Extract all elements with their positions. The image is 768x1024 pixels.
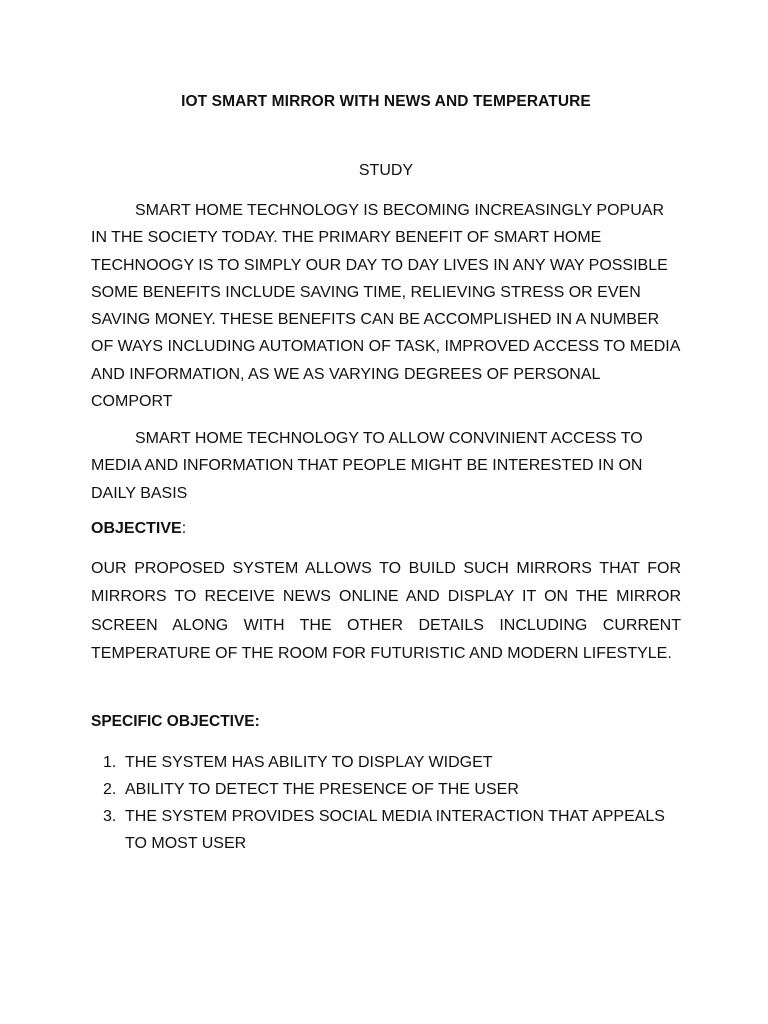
specific-objective-list [103,749,683,857]
list-item [103,749,683,776]
document-subtitle: STUDY [358,162,414,179]
objective-heading-colon: : [181,520,187,537]
list-item-number: 3. [103,808,117,825]
list-item-text: THE SYSTEM PROVIDES SOCIAL MEDIA INTERACTION THAT APPEALS TO MOST USER [125,808,665,852]
specific-objective-heading: SPECIFIC OBJECTIVE: [91,713,260,730]
objective-heading-label: OBJECTIVE [91,520,182,537]
list-item [103,776,683,803]
intro-paragraph: SMART HOME TECHNOLOGY IS BECOMING INCREASINGLY POPUAR IN THE SOCIETY TODAY. THE PRIMARY BENEFIT OF SMART HOME TECHNOOGY IS TO SIMPLY OUR DAY TO DAY LIVES IN ANY WAY POSSIBLE SOME BENEFITS INCLUDE SAVING TIME, RELIEVING STRESS OR EVEN SAVING MONEY. THESE BENEFITS CAN BE ACCOMPLISHED IN A NUMBER OF WAYS INCLUDING AUTOMATION OF TASK, IMPROVED ACCESS TO MEDIA AND INFORMATION, AS WE AS VARYING DEGREES OF PERSONAL COMPORT [91,202,680,411]
objective-heading [91,520,186,538]
objective-text: OUR PROPOSED SYSTEM ALLOWS TO BUILD SUCH MIRRORS THAT FOR MIRRORS TO RECEIVE NEWS ONLINE AND DISPLAY IT ON THE MIRROR SCREEN ALONG WITH THE OTHER DETAILS INCLUDING CURRENT TEMPERATURE OF THE ROOM FOR FUTURISTIC AND MODERN LIFESTYLE. [91,560,681,662]
access-paragraph: SMART HOME TECHNOLOGY TO ALLOW CONVINIENT ACCESS TO MEDIA AND INFORMATION THAT PEOPLE MIGHT BE INTERESTED IN ON DAILY BASIS [91,430,643,502]
list-item-number: 1. [103,754,117,771]
document-title: IOT SMART MIRROR WITH NEWS AND TEMPERATURE [181,93,591,110]
list-item [103,803,683,857]
list-item-number: 2. [103,781,117,798]
list-item-text: THE SYSTEM HAS ABILITY TO DISPLAY WIDGET [125,754,493,771]
list-item-text: ABILITY TO DETECT THE PRESENCE OF THE USER [125,781,519,798]
